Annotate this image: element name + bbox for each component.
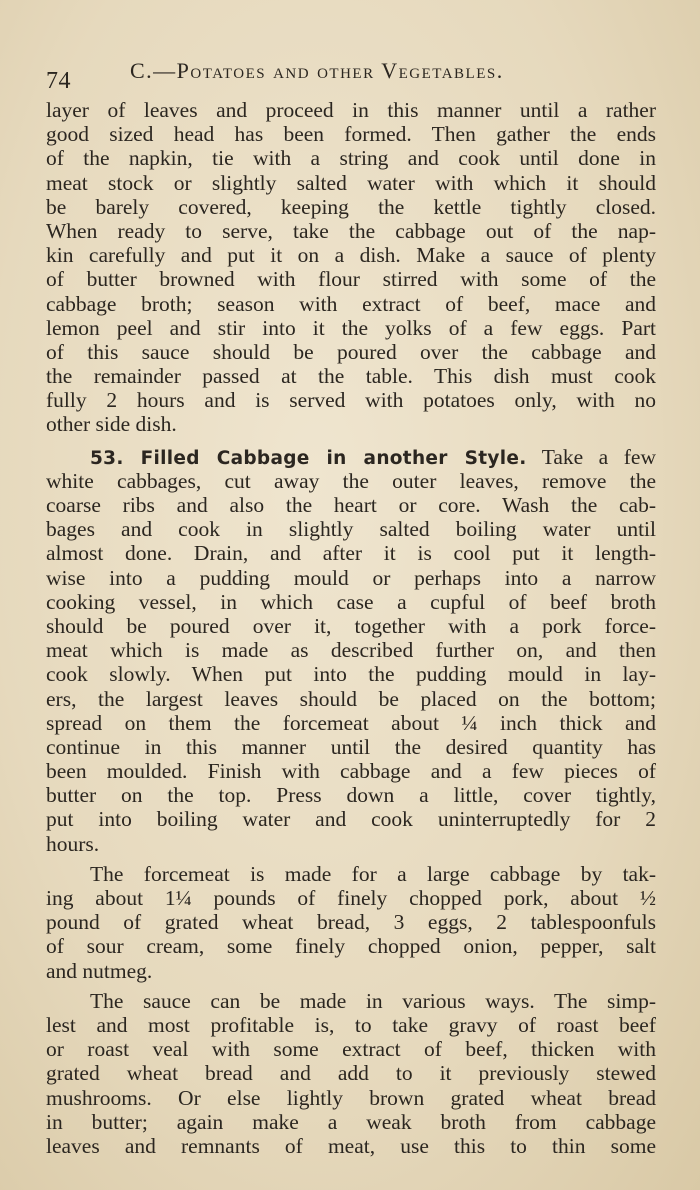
text-line: and nutmeg. — [46, 958, 153, 983]
text-line: grated wheat bread and add to it previously stewed — [46, 1061, 656, 1086]
text-line: lest and most profitable is, to take gravy of roast beef — [46, 1012, 656, 1037]
text-line: The sauce can be made in various ways. The simp- — [90, 988, 656, 1013]
recipe-heading: 53. Filled Cabbage in another Style. — [90, 447, 527, 469]
text-line: coarse ribs and also the heart or core. Wash the cab- — [46, 493, 656, 517]
text-line: ers, the largest leaves should be placed on the bottom; — [46, 686, 656, 711]
recipe-53 — [46, 445, 656, 856]
text-line: When ready to serve, take the cabbage out of the nap- — [46, 218, 656, 243]
text-line: cooking vessel, in which case a cupful of beef broth — [46, 589, 656, 614]
text-line: The forcemeat is made for a large cabbage by tak- — [90, 861, 656, 886]
text-line: put into boiling water and cook uninterruptedly for 2 — [46, 807, 656, 832]
text-line: almost done. Drain, and after it is cool put it length- — [46, 541, 656, 566]
text-line: or roast veal with some extract of beef, thicken with — [46, 1037, 656, 1062]
text-line: of butter browned with flour stirred with some of the — [46, 267, 656, 292]
text-line: of sour cream, some finely chopped onion, pepper, salt — [46, 934, 656, 959]
text-line: mushrooms. Or else lightly brown grated wheat bread — [46, 1085, 656, 1110]
text-line: should be poured over it, together with a pork force- — [46, 613, 656, 638]
text-line: layer of leaves and proceed in this manner until a rather — [46, 98, 656, 122]
text-line: butter on the top. Press down a little, cover tightly, — [46, 783, 656, 808]
recipe-first-line — [46, 445, 656, 469]
text-line: lemon peel and stir into it the yolks of a few eggs. Part — [46, 315, 656, 340]
text-line: good sized head has been formed. Then gather the ends — [46, 122, 656, 147]
recipe-first-line-text: Take a few — [541, 444, 656, 469]
text-line: bages and cook in slightly salted boiling water until — [46, 517, 656, 542]
text-line: of the napkin, tie with a string and cook until done in — [46, 146, 656, 171]
text-line: of this sauce should be poured over the cabbage and — [46, 339, 656, 364]
text-line: be barely covered, keeping the kettle tightly closed. — [46, 194, 656, 219]
text-line: ing about 1¼ pounds of finely chopped pork, about ½ — [46, 886, 656, 910]
text-line: wise into a pudding mould or perhaps into a narrow — [46, 565, 656, 590]
page-number: 74 — [46, 68, 71, 94]
text-line: meat which is made as described further on, and then — [46, 638, 656, 663]
text-line: continue in this manner until the desired quantity has — [46, 734, 656, 759]
text-line: fully 2 hours and is served with potatoes only, with no — [46, 388, 656, 413]
page-header — [46, 50, 666, 94]
body-text — [46, 98, 656, 1158]
text-line: leaves and remnants of meat, use this to thin some — [46, 1133, 656, 1158]
text-line: meat stock or slightly salted water with which it should — [46, 170, 656, 195]
text-line: kin carefully and put it on a dish. Make a sauce of plenty — [46, 243, 656, 268]
text-line: white cabbages, cut away the outer leaves, remove the — [46, 468, 656, 493]
text-line: pound of grated wheat bread, 3 eggs, 2 tablespoonfuls — [46, 910, 656, 935]
text-line: been moulded. Finish with cabbage and a few pieces of — [46, 759, 656, 784]
text-line: the remainder passed at the table. This dish must cook — [46, 364, 656, 389]
text-line: other side dish. — [46, 412, 177, 437]
text-line: spread on them the forcemeat about ¼ inch thick and — [46, 710, 656, 735]
sauce-paragraph — [46, 989, 656, 1158]
text-line: in butter; again make a weak broth from cabbage — [46, 1109, 656, 1134]
forcemeat-paragraph — [46, 862, 656, 983]
paragraph-continuation — [46, 98, 656, 437]
text-line: hours. — [46, 831, 100, 856]
text-line: cabbage broth; season with extract of beef, mace and — [46, 291, 656, 316]
text-line: cook slowly. When put into the pudding mould in lay- — [46, 662, 656, 687]
running-head: C.—Potatoes and other Vegetables. — [130, 58, 504, 83]
